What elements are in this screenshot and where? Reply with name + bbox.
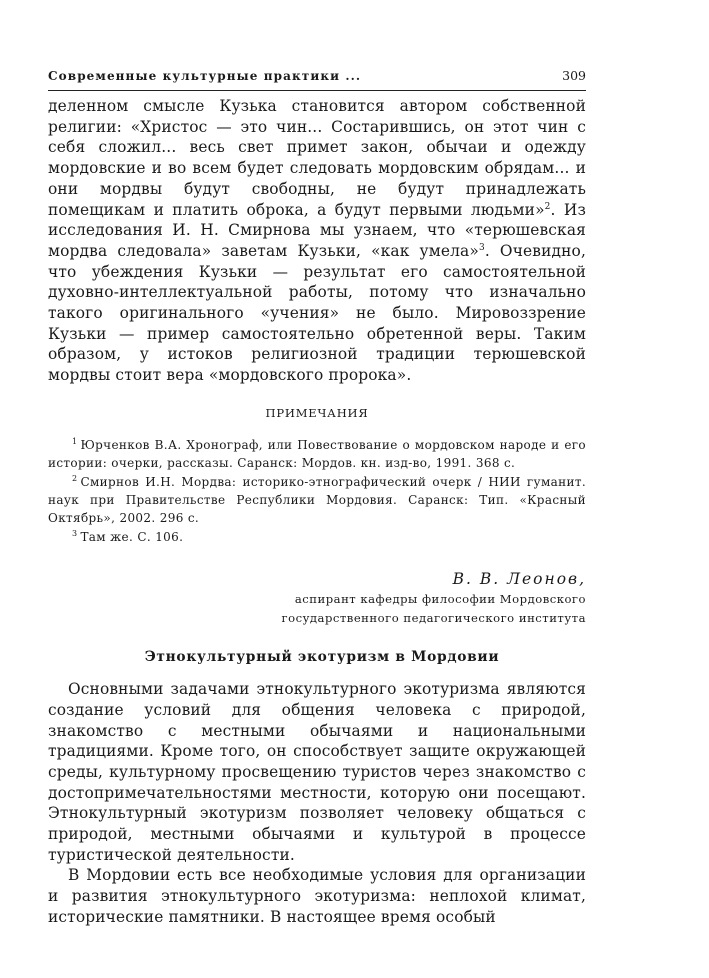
note-number: 3 bbox=[72, 528, 78, 538]
note-item bbox=[48, 436, 586, 473]
notes-list bbox=[48, 436, 586, 546]
note-text: Юрченков В.А. Хронограф, или Повествование о мордовском народе и его истории: очерки, рассказы. Саранск: Мордов. кн. изд-во, 1991. 368 с. bbox=[48, 437, 586, 471]
footnote-ref-3[interactable]: 3 bbox=[478, 242, 485, 253]
running-header bbox=[48, 68, 586, 86]
article-paragraph-1: Основными задачами этнокультурного экотуризма являются создание условий для общения человека с природой, знакомство с местными обычаями и национальными традициями. Кроме того, он способствует защите окружающей среды, культурному просвещению туристов через знакомство с достопримечательностями местности, которую они посещают. Этнокультурный экотуризм позволяет человеку общаться с природой, местными обычаями и культурой в процессе туристической деятельности. bbox=[48, 680, 586, 864]
note-text: Смирнов И.Н. Мордва: историко-этнографический очерк / НИИ гуманит. наук при Правительстве Республики Мордовия. Саранск: Тип. «Красный Октябрь», 2002. 296 с. bbox=[48, 474, 586, 526]
author-block bbox=[48, 568, 586, 627]
author-affiliation-line-1: аспирант кафедры философии Мордовского bbox=[294, 592, 586, 607]
footnote-ref-2[interactable]: 2 bbox=[544, 201, 551, 212]
note-number: 1 bbox=[72, 436, 78, 446]
continuation-text-3: . Очевидно, что убеждения Кузьки — результат его самостоятельной духовно-интеллектуальной работы, потому что изначально такого оригинального «учения» не было. Мировоззрение Кузьки — пример самостоятельно обретенной веры. Таким образом, у истоков религиозной традиции терюшевской мордвы стоит вера «мордовского пророка». bbox=[48, 241, 586, 385]
notes-heading: ПРИМЕЧАНИЯ bbox=[265, 405, 369, 420]
continuation-text-2: . Из исследования И. Н. Смирнова мы узнаем, что «терюшевская мордва следовала» заветам Кузьки, «как умела» bbox=[48, 200, 586, 260]
page-number: 309 bbox=[562, 68, 586, 83]
note-number: 2 bbox=[72, 473, 78, 483]
article-paragraph-2: В Мордовии есть все необходимые условия для организации и развития этнокультурного экотуризма: неплохой климат, исторические памятники. В настоящее время особый bbox=[48, 866, 586, 926]
note-item bbox=[48, 528, 586, 546]
note-item bbox=[48, 473, 586, 528]
running-title: Современные культурные практики ... bbox=[48, 69, 362, 83]
author-affiliation-line-2: государственного педагогического института bbox=[281, 610, 586, 625]
author-name: В. В. Леонов, bbox=[452, 570, 586, 589]
header-rule bbox=[48, 90, 586, 91]
continuation-paragraph bbox=[48, 96, 586, 386]
article-title: Этнокультурный экотуризм в Мордовии bbox=[144, 649, 500, 666]
continuation-text-1: деленном смысле Кузька становится автором собственной религии: «Христос — это чин... Состарившись, он этот чин с себя сложил... весь свет примет закон, обычаи и одежду мордовские и во всем будет следовать мордовским обрядам... и они мордвы будут свободны, не будут принадлежать помещикам и платить оброка, а будут первыми людьми» bbox=[48, 97, 586, 219]
book-page bbox=[48, 68, 586, 928]
note-text: Там же. С. 106. bbox=[80, 529, 184, 544]
